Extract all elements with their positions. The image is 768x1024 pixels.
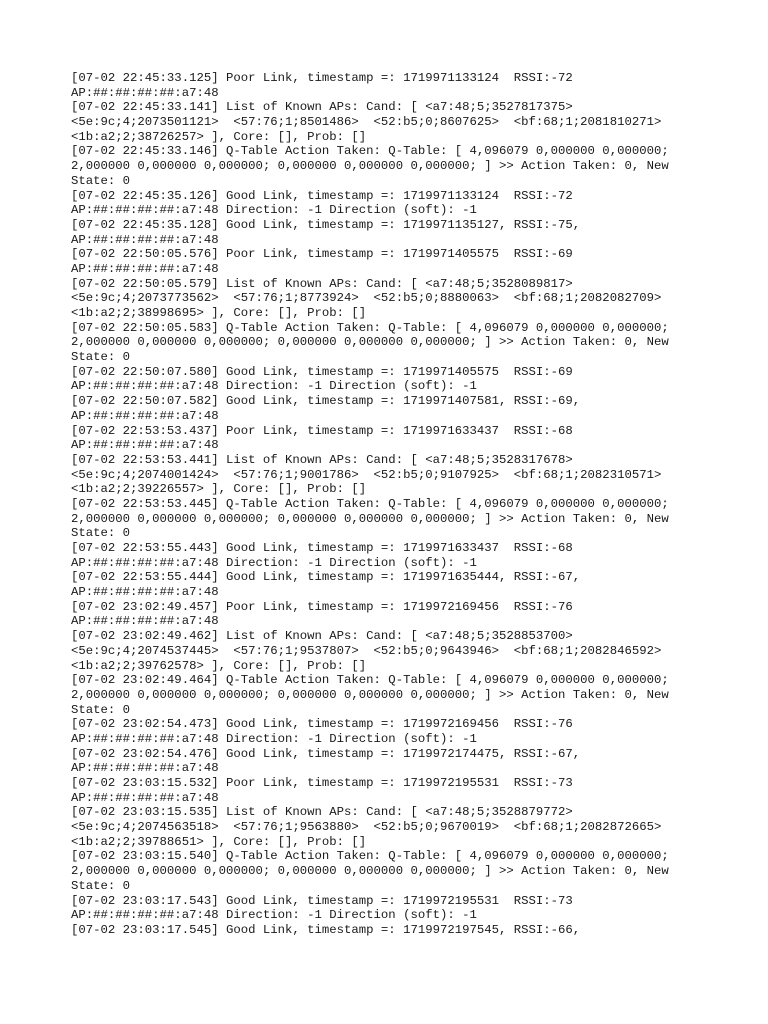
log-line: State: 0 bbox=[71, 350, 131, 365]
log-line: 2,000000 0,000000 0,000000; 0,000000 0,000000 0,000000; ] >> Action Taken: 0, New bbox=[71, 159, 669, 174]
log-line: 2,000000 0,000000 0,000000; 0,000000 0,000000 0,000000; ] >> Action Taken: 0, New bbox=[71, 864, 669, 879]
log-line: <1b:a2;2;39788651> ], Core: [], Prob: [] bbox=[71, 834, 367, 849]
log-line: <5e:9c;4;2074001424> <57:76;1;9001786> <52:b5;0;9107925> <bf:68;1;2082310571> bbox=[71, 467, 662, 482]
log-line: <5e:9c;4;2073501121> <57:76;1;8501486> <52:b5;0;8607625> <bf:68;1;2081810271> bbox=[71, 115, 662, 130]
log-line: AP:##:##:##:##:a7:48 bbox=[71, 232, 219, 247]
log-line: <1b:a2;2;39226557> ], Core: [], Prob: [] bbox=[71, 482, 367, 497]
log-line: State: 0 bbox=[71, 878, 131, 893]
log-line: [07-02 23:02:49.462] List of Known APs: Cand: [ <a7:48;5;3528853700> bbox=[71, 629, 573, 644]
log-line: State: 0 bbox=[71, 702, 131, 717]
log-line: State: 0 bbox=[71, 526, 131, 541]
log-line: AP:##:##:##:##:a7:48 Direction: -1 Direction (soft): -1 bbox=[71, 908, 477, 923]
log-line: [07-02 22:45:33.125] Poor Link, timestamp =: 1719971133124 RSSI:-72 bbox=[71, 71, 573, 85]
log-line: AP:##:##:##:##:a7:48 bbox=[71, 408, 219, 423]
log-line: [07-02 22:45:33.146] Q-Table Action Taken: Q-Table: [ 4,096079 0,000000 0,000000; bbox=[71, 144, 669, 159]
log-line: State: 0 bbox=[71, 173, 131, 188]
log-line: AP:##:##:##:##:a7:48 bbox=[71, 790, 219, 805]
log-line: [07-02 22:50:07.582] Good Link, timestamp =: 1719971407581, RSSI:-69, bbox=[71, 394, 581, 409]
log-line: <1b:a2;2;39762578> ], Core: [], Prob: [] bbox=[71, 658, 367, 673]
log-line: AP:##:##:##:##:a7:48 bbox=[71, 85, 219, 100]
log-line: [07-02 23:02:49.457] Poor Link, timestamp =: 1719972169456 RSSI:-76 bbox=[71, 599, 573, 614]
log-line: <1b:a2;2;38726257> ], Core: [], Prob: [] bbox=[71, 129, 367, 144]
log-line: [07-02 23:03:15.532] Poor Link, timestamp =: 1719972195531 RSSI:-73 bbox=[71, 776, 573, 790]
log-line: [07-02 23:02:54.473] Good Link, timestamp =: 1719972169456 RSSI:-76 bbox=[71, 717, 573, 732]
log-line: [07-02 22:53:55.443] Good Link, timestamp =: 1719971633437 RSSI:-68 bbox=[71, 541, 573, 555]
log-line: [07-02 22:50:05.579] List of Known APs: Cand: [ <a7:48;5;3528089817> bbox=[71, 276, 573, 291]
log-line: [07-02 23:03:15.535] List of Known APs: Cand: [ <a7:48;5;3528879772> bbox=[71, 805, 573, 820]
log-line: <5e:9c;4;2074563518> <57:76;1;9563880> <52:b5;0;9670019> <bf:68;1;2082872665> bbox=[71, 820, 662, 835]
log-line: AP:##:##:##:##:a7:48 bbox=[71, 585, 219, 600]
log-line: AP:##:##:##:##:a7:48 Direction: -1 Direction (soft): -1 bbox=[71, 379, 477, 394]
log-line: [07-02 22:50:05.583] Q-Table Action Taken: Q-Table: [ 4,096079 0,000000 0,000000; bbox=[71, 320, 669, 335]
log-line: [07-02 22:53:53.441] List of Known APs: Cand: [ <a7:48;5;3528317678> bbox=[71, 452, 573, 467]
log-line: [07-02 23:03:15.540] Q-Table Action Taken: Q-Table: [ 4,096079 0,000000 0,000000; bbox=[71, 849, 669, 864]
log-line: 2,000000 0,000000 0,000000; 0,000000 0,000000 0,000000; ] >> Action Taken: 0, New bbox=[71, 687, 669, 702]
log-line: [07-02 23:02:54.476] Good Link, timestamp =: 1719972174475, RSSI:-67, bbox=[71, 746, 581, 761]
log-line: [07-02 22:53:55.444] Good Link, timestamp =: 1719971635444, RSSI:-67, bbox=[71, 570, 581, 585]
log-line: <5e:9c;4;2073773562> <57:76;1;8773924> <52:b5;0;8880063> <bf:68;1;2082082709> bbox=[71, 291, 662, 306]
log-line: <1b:a2;2;38998695> ], Core: [], Prob: [] bbox=[71, 306, 367, 320]
log-line: [07-02 22:45:35.126] Good Link, timestamp =: 1719971133124 RSSI:-72 bbox=[71, 188, 573, 203]
log-line: AP:##:##:##:##:a7:48 bbox=[71, 761, 219, 776]
log-line: 2,000000 0,000000 0,000000; 0,000000 0,000000 0,000000; ] >> Action Taken: 0, New bbox=[71, 511, 669, 526]
log-line: [07-02 22:53:53.437] Poor Link, timestamp =: 1719971633437 RSSI:-68 bbox=[71, 423, 573, 438]
log-line: AP:##:##:##:##:a7:48 Direction: -1 Direction (soft): -1 bbox=[71, 731, 477, 746]
log-line: <5e:9c;4;2074537445> <57:76;1;9537807> <52:b5;0;9643946> <bf:68;1;2082846592> bbox=[71, 643, 662, 658]
log-line: AP:##:##:##:##:a7:48 Direction: -1 Direction (soft): -1 bbox=[71, 203, 477, 218]
log-line: AP:##:##:##:##:a7:48 bbox=[71, 614, 219, 629]
log-line: [07-02 22:50:07.580] Good Link, timestamp =: 1719971405575 RSSI:-69 bbox=[71, 364, 573, 379]
log-line: [07-02 22:45:33.141] List of Known APs: Cand: [ <a7:48;5;3527817375> bbox=[71, 100, 573, 115]
log-line: [07-02 23:03:17.545] Good Link, timestamp =: 1719972197545, RSSI:-66, bbox=[71, 922, 581, 937]
log-line: 2,000000 0,000000 0,000000; 0,000000 0,000000 0,000000; ] >> Action Taken: 0, New bbox=[71, 335, 669, 350]
log-line: [07-02 22:45:35.128] Good Link, timestamp =: 1719971135127, RSSI:-75, bbox=[71, 217, 581, 232]
log-line: [07-02 23:02:49.464] Q-Table Action Taken: Q-Table: [ 4,096079 0,000000 0,000000; bbox=[71, 673, 669, 688]
log-document bbox=[71, 71, 751, 938]
log-line: [07-02 23:03:17.543] Good Link, timestamp =: 1719972195531 RSSI:-73 bbox=[71, 893, 573, 908]
log-line: [07-02 22:50:05.576] Poor Link, timestamp =: 1719971405575 RSSI:-69 bbox=[71, 247, 573, 262]
log-line: AP:##:##:##:##:a7:48 bbox=[71, 438, 219, 453]
log-line: AP:##:##:##:##:a7:48 Direction: -1 Direction (soft): -1 bbox=[71, 555, 477, 570]
log-line: AP:##:##:##:##:a7:48 bbox=[71, 261, 219, 276]
log-line: [07-02 22:53:53.445] Q-Table Action Taken: Q-Table: [ 4,096079 0,000000 0,000000; bbox=[71, 496, 669, 511]
